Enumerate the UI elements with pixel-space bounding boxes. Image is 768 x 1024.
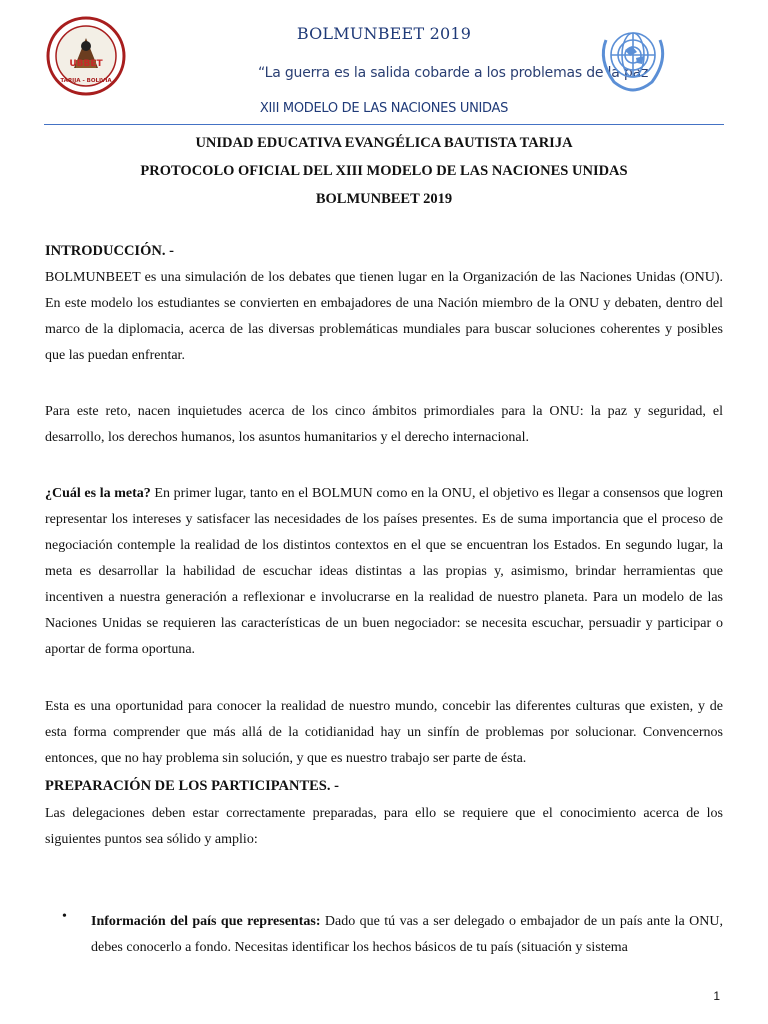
bullet-dot: • bbox=[62, 909, 67, 924]
svg-text:TARIJA - BOLIVIA: TARIJA - BOLIVIA bbox=[60, 78, 112, 84]
page-number: 1 bbox=[713, 989, 720, 1003]
intro-paragraph-3: ¿Cuál es la meta? En primer lugar, tanto en el BOLMUN como en la ONU, el objetivo es llegar a consensos que logren representar los intereses y satisfacer las necesidades de los países presentes. Es de suma importancia que el proceso de negociación contemple la realidad de los distintos contextos en el que se encuentran los Estados. En segundo lugar, la meta es desarrollar la habilidad de escuchar ideas distintas a las propias y, asimismo, brindar herramientas que incentiven a nuestra generación a reflexionar e involucrarse en la realidad de nuestro planeta. Para un modelo de las Naciones Unidas se requieren las características de un buen negociador: se necesita escuchar, persuadir y participar o aportar de forma oportuna. bbox=[45, 486, 723, 657]
goal-question: ¿Cuál es la meta? bbox=[45, 486, 151, 501]
svg-text:UBBET: UBBET bbox=[69, 59, 103, 69]
header-title: BOLMUNBEET 2019 bbox=[296, 24, 472, 43]
prep-bullet-1: Información del país que representas: Dado que tú vas a ser delegado o embajador de un país ante la ONU, debes conocerlo a fondo. Necesitas identificar los hechos básicos de tu país (situación y sistema bbox=[91, 914, 723, 955]
header-quote: “La guerra es la salida cobarde a los problemas de la paz bbox=[258, 65, 649, 81]
intro-heading: INTRODUCCIÓN. - bbox=[45, 243, 174, 259]
prep-heading: PREPARACIÓN DE LOS PARTICIPANTES. - bbox=[45, 778, 339, 794]
header-model: XIII MODELO DE LAS NACIONES UNIDAS bbox=[259, 101, 509, 116]
school-title: UNIDAD EDUCATIVA EVANGÉLICA BAUTISTA TARIJA bbox=[195, 135, 573, 151]
intro-paragraph-2: Para este reto, nacen inquietudes acerca de los cinco ámbitos primordiales para la ONU: la paz y seguridad, el desarrollo, los derechos humanos, los asuntos humanitarios y el derecho internacional. bbox=[45, 404, 723, 445]
protocol-title: PROTOCOLO OFICIAL DEL XIII MODELO DE LAS NACIONES UNIDAS bbox=[140, 163, 628, 179]
event-title: BOLMUNBEET 2019 bbox=[315, 191, 453, 207]
un-emblem-logo bbox=[592, 22, 674, 94]
intro-paragraph-1: BOLMUNBEET es una simulación de los debates que tienen lugar en la Organización de las Naciones Unidas (ONU). En este modelo los estudiantes se convierten en embajadores de una Nación miembro de la ONU y debaten, dentro del marco de la diplomacia, acerca de las diversas problemáticas mundiales para buscar soluciones coherentes y posibles que las puedan enfrentar. bbox=[45, 270, 723, 363]
intro-paragraph-4: Esta es una oportunidad para conocer la realidad de nuestro mundo, concebir las diferentes culturas que existen, y de esta forma comprender que más allá de la cotidianidad hay un sinfín de problemas por solucionar. Convencernos entonces, que no hay problema sin solución, y que es nuestro trabajo ser parte de ésta. bbox=[45, 699, 723, 766]
header-rule bbox=[44, 124, 724, 125]
prep-paragraph-1: Las delegaciones deben estar correctamente preparadas, para ello se requiere que el conocimiento acerca de los siguientes puntos sea sólido y amplio: bbox=[45, 806, 723, 847]
